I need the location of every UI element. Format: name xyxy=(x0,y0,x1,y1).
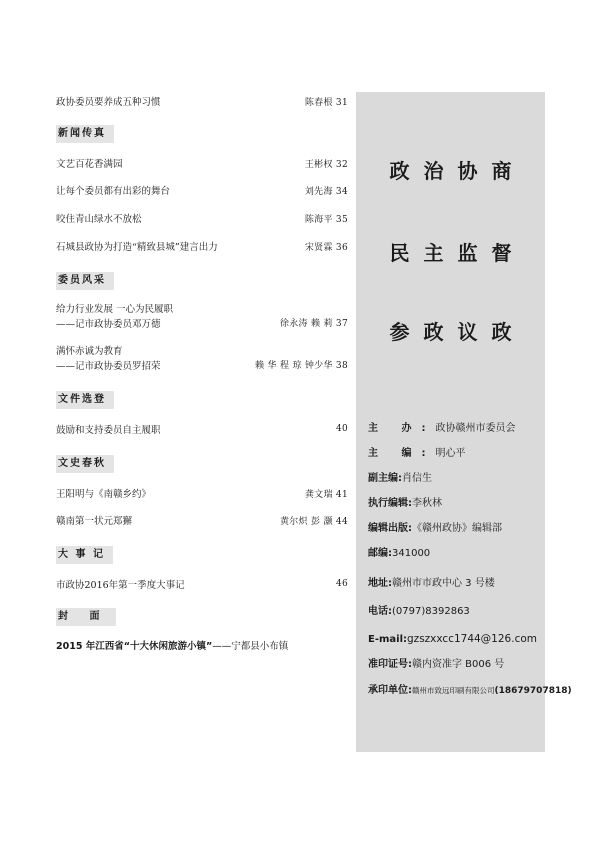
toc-entry[interactable] xyxy=(56,421,348,437)
section-label: 新闻传真 xyxy=(56,125,114,143)
entry-author-page: 陈海平 35 xyxy=(304,214,348,225)
masthead-panel xyxy=(356,92,572,752)
section-header-news xyxy=(56,125,114,143)
entry-title: 鼓励和支持委员自主履职 xyxy=(56,425,161,436)
toc-entry[interactable] xyxy=(56,182,348,198)
info-key: 副主编: xyxy=(368,473,402,484)
entry-title-block xyxy=(56,302,173,332)
slogan-participation: 参政议政 xyxy=(389,320,526,344)
entry-author-page: 刘先海 34 xyxy=(304,186,348,197)
info-phone xyxy=(368,603,470,621)
entry-title: 王阳明与《南赣乡约》 xyxy=(56,489,152,500)
entry-author-page: 龚文瑞 41 xyxy=(304,489,348,500)
entry-title: 给力行业发展 一心为民履职 xyxy=(56,304,174,315)
info-value: 赣州市致远印刷有限公司 xyxy=(412,686,495,695)
toc-entry[interactable] xyxy=(56,512,348,528)
info-key: 邮编: xyxy=(368,548,392,559)
entry-author-page: 黄尔炽 彭 灏 44 xyxy=(279,516,348,527)
toc-entry[interactable] xyxy=(56,238,348,254)
entry-subtitle: ——记市政协委员邓万德 xyxy=(56,319,161,330)
info-permit-number xyxy=(368,656,504,674)
entry-author-page: 徐永涛 赖 莉 37 xyxy=(279,319,348,329)
info-value: 肖信生 xyxy=(402,473,432,484)
info-value: 《赣州政协》编辑部 xyxy=(412,523,502,534)
info-key: 准印证号: xyxy=(368,659,412,670)
slogan-political-consultation: 政治协商 xyxy=(389,159,526,183)
info-value: 341000 xyxy=(392,548,431,559)
info-value: (0797)8392863 xyxy=(392,606,470,617)
info-value: 政协赣州市委员会 xyxy=(435,423,516,434)
info-key: E-mail: xyxy=(368,634,408,645)
section-header-history xyxy=(56,455,114,473)
toc-entry[interactable] xyxy=(56,155,348,171)
entry-title: 赣南第一状元郑獬 xyxy=(56,516,133,527)
entry-author-page: 46 xyxy=(335,579,348,589)
info-executive-editor xyxy=(368,495,442,513)
info-address xyxy=(368,575,495,593)
cover-quote: “十大休闲旅游小镇” xyxy=(123,641,213,652)
entry-author-page: 王彬权 32 xyxy=(304,159,348,170)
info-value: 明心平 xyxy=(435,448,466,459)
cover-prefix: 江西省 xyxy=(95,641,124,652)
info-key: 承印单位: xyxy=(368,685,412,696)
info-value: 赣州市市政中心 3 号楼 xyxy=(392,578,495,589)
section-header-events xyxy=(56,546,113,564)
toc-entry[interactable] xyxy=(56,93,348,109)
info-key: 主 办: xyxy=(368,423,436,434)
entry-author-page: 宋贤霖 36 xyxy=(304,242,348,253)
cover-year: 2015 年 xyxy=(56,641,96,652)
info-key: 编辑出版: xyxy=(368,523,412,534)
section-header-members xyxy=(56,272,114,290)
info-deputy-editor xyxy=(368,470,432,488)
entry-author-page: 赖 华 程 琼 钟少华 38 xyxy=(255,361,348,371)
section-label: 文件选登 xyxy=(56,391,114,409)
info-value: gzszxxcc1744@126.com xyxy=(407,633,537,645)
info-key: 地址: xyxy=(368,578,392,589)
info-value: 李秋林 xyxy=(412,498,442,509)
info-email xyxy=(368,630,537,648)
info-key: 执行编辑: xyxy=(368,498,412,509)
toc-entry[interactable] xyxy=(56,485,348,501)
entry-title-block xyxy=(56,344,161,374)
entry-title: 满怀赤诚为教育 xyxy=(56,346,123,357)
cover-suffix: ——宁都县小布镇 xyxy=(212,641,289,652)
entry-author-page: 陈春根 31 xyxy=(304,97,348,108)
entry-title: 咬住青山绿水不放松 xyxy=(56,214,142,225)
entry-title: 市政协2016年第一季度大事记 xyxy=(56,580,185,591)
entry-title: 文艺百花香满园 xyxy=(56,159,123,170)
section-label: 委员风采 xyxy=(56,272,114,290)
toc-entry[interactable] xyxy=(56,302,348,332)
entry-title: 让每个委员都有出彩的舞台 xyxy=(56,186,171,197)
toc-entry[interactable] xyxy=(56,210,348,226)
slogan-democratic-supervision: 民主监督 xyxy=(389,241,526,265)
info-printer xyxy=(368,682,572,700)
info-editor-in-chief xyxy=(368,445,465,463)
info-printer-phone: (18679707818) xyxy=(494,686,572,696)
section-header-cover xyxy=(56,608,116,626)
table-of-contents xyxy=(56,0,350,849)
section-label: 文史春秋 xyxy=(56,455,114,473)
info-key: 电话: xyxy=(368,606,392,617)
section-header-documents xyxy=(56,391,114,409)
info-postcode xyxy=(368,545,430,563)
info-key: 主 编: xyxy=(368,448,436,459)
entry-title: 政协委员要养成五种习惯 xyxy=(56,97,161,108)
section-label: 大 事 记 xyxy=(56,546,113,564)
entry-title: 石城县政协为打造“精致县城”建言出力 xyxy=(56,242,218,253)
info-value: 赣内资准字 B006 号 xyxy=(412,659,505,670)
cover-caption xyxy=(56,638,288,652)
toc-entry[interactable] xyxy=(56,344,348,374)
section-label: 封 面 xyxy=(56,608,116,626)
info-publisher xyxy=(368,520,502,538)
entry-author-page: 40 xyxy=(335,424,348,434)
entry-subtitle: ——记市政协委员罗招荣 xyxy=(56,361,161,372)
toc-entry[interactable] xyxy=(56,576,348,592)
info-sponsor xyxy=(368,420,515,438)
